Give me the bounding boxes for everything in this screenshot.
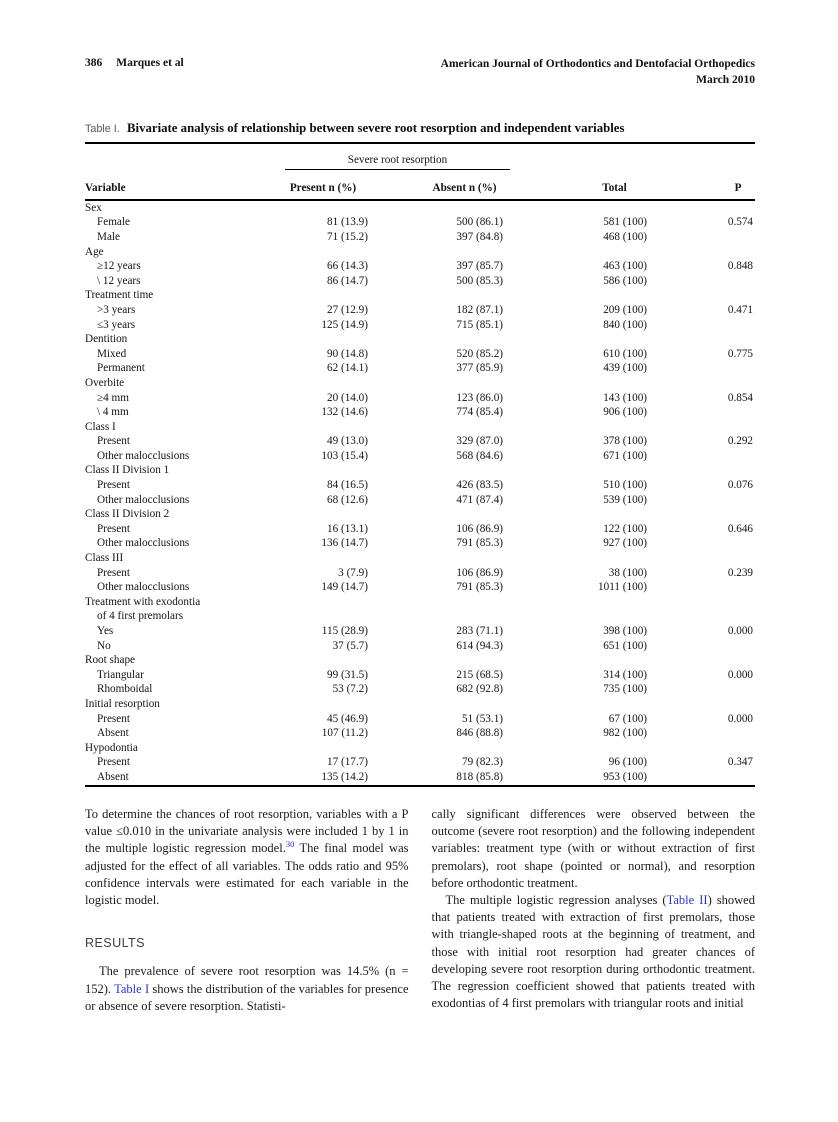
journal-name: American Journal of Orthodontics and Dentofacial Orthopedics xyxy=(440,58,755,70)
table-group-row xyxy=(85,507,755,522)
cell-p xyxy=(655,580,755,595)
paragraph: The multiple logistic regression analyses (Table II) showed that patients treated with extraction of first premolars, those with triangle-shaped roots at the beginning of treatment, and those with initial root resorption had greater chances of developing severe root resorption during orthodontic treatment. The regression coefficient showed that patients treated with exodontias of 4 first premolars with triangular roots and initial xyxy=(431,893,755,1011)
cell-p xyxy=(655,274,755,289)
group-label-continued: of 4 first premolars xyxy=(97,610,184,623)
cell-present: 45 (46.9) xyxy=(326,712,368,725)
cell-total: 378 (100) xyxy=(603,435,648,448)
cell-total: 953 (100) xyxy=(603,770,648,783)
table-row xyxy=(85,216,755,231)
cell-variable: Present xyxy=(97,756,130,769)
cell-variable: Absent xyxy=(97,727,129,740)
cell-present: 135 (14.2) xyxy=(321,770,368,783)
cell-present: 125 (14.9) xyxy=(321,318,368,331)
table-row xyxy=(85,347,755,362)
table-title: Bivariate analysis of relationship between severe root resorption and independent variables xyxy=(127,121,625,135)
cell-variable: Absent xyxy=(97,770,129,783)
table-crossref-link[interactable]: Table II xyxy=(666,893,708,908)
cell-total: 927 (100) xyxy=(603,537,648,550)
paragraph: The prevalence of severe root resorption was 14.5% (n = 152). Table I shows the distribution of the variables for presence or absence of severe resorption. Statisti- xyxy=(85,964,409,1013)
table-row xyxy=(85,435,755,450)
running-head xyxy=(85,57,755,88)
left-paragraphs-2 xyxy=(85,963,409,1015)
cell-p: 0.076 xyxy=(727,479,754,492)
cell-present: 37 (5.7) xyxy=(332,639,368,652)
cell-absent: 568 (84.6) xyxy=(456,449,504,462)
cell-absent: 182 (87.1) xyxy=(456,303,504,316)
page-number: 386 xyxy=(85,57,103,69)
cell-absent: 791 (85.3) xyxy=(456,537,504,550)
cell-absent: 215 (68.5) xyxy=(456,668,504,681)
col-header-variable: Variable xyxy=(85,170,285,201)
cell-present: 49 (13.0) xyxy=(326,435,368,448)
cell-variable: ≥12 years xyxy=(97,260,141,273)
table-row xyxy=(85,537,755,552)
left-paragraphs xyxy=(85,806,409,909)
table-row xyxy=(85,318,755,333)
cell-present: 17 (17.7) xyxy=(326,756,368,769)
cell-variable: Female xyxy=(97,216,130,229)
right-column xyxy=(432,806,756,1015)
table-row xyxy=(85,712,755,727)
table-group-row xyxy=(85,741,755,756)
cell-variable: ≤3 years xyxy=(97,318,136,331)
table-row xyxy=(85,362,755,377)
cell-total: 586 (100) xyxy=(603,274,648,287)
cell-absent: 791 (85.3) xyxy=(456,581,504,594)
cell-present: 103 (15.4) xyxy=(321,449,368,462)
span-header: Severe root resorption xyxy=(347,154,448,166)
group-label: Dentition xyxy=(85,333,128,346)
cell-p: 0.239 xyxy=(727,566,754,579)
cell-p xyxy=(655,405,755,420)
cell-present: 90 (14.8) xyxy=(326,347,368,360)
cell-p: 0.000 xyxy=(727,712,754,725)
table-label: Table I. xyxy=(85,123,120,135)
cell-variable: Other malocclusions xyxy=(97,493,190,506)
cell-p: 0.471 xyxy=(727,303,754,316)
group-label: Class II Division 2 xyxy=(85,508,170,521)
group-label: Sex xyxy=(85,201,102,214)
cell-total: 906 (100) xyxy=(603,406,648,419)
group-label: Hypodontia xyxy=(85,741,138,754)
span-header-row xyxy=(85,143,755,170)
left-column xyxy=(85,806,409,1015)
cell-p xyxy=(655,449,755,464)
group-label: Class I xyxy=(85,420,116,433)
group-label: Root shape xyxy=(85,654,136,667)
cell-absent: 682 (92.8) xyxy=(456,683,504,696)
cell-absent: 614 (94.3) xyxy=(456,639,504,652)
table-group-row xyxy=(85,245,755,260)
cell-total: 439 (100) xyxy=(603,362,648,375)
cell-total: 735 (100) xyxy=(603,683,648,696)
col-header-present: Present n (%) xyxy=(285,170,375,201)
table-group-row xyxy=(85,551,755,566)
cell-present: 107 (11.2) xyxy=(321,727,368,740)
table-row xyxy=(85,668,755,683)
running-head-right xyxy=(441,57,755,88)
cell-total: 209 (100) xyxy=(603,303,648,316)
cell-present: 3 (7.9) xyxy=(338,566,368,579)
cell-total: 314 (100) xyxy=(603,668,648,681)
cell-p xyxy=(655,639,755,654)
table-row xyxy=(85,259,755,274)
cell-absent: 471 (87.4) xyxy=(456,493,504,506)
paragraph: cally significant differences were observed between the outcome (severe root resorption) and the following independent variables: treatment type (with or without extraction of first premolars), root shape (pointed or normal), and resorption before orthodontic treatment. xyxy=(431,807,755,890)
cell-p xyxy=(655,362,755,377)
cell-p: 0.854 xyxy=(727,391,754,404)
table-group-row xyxy=(85,376,755,391)
cell-p: 0.848 xyxy=(727,260,754,273)
table-row xyxy=(85,303,755,318)
table-group-row xyxy=(85,332,755,347)
table-group-row xyxy=(85,200,755,216)
cell-total: 610 (100) xyxy=(603,347,648,360)
cell-present: 99 (31.5) xyxy=(326,668,368,681)
cell-absent: 846 (88.8) xyxy=(456,727,504,740)
cell-absent: 397 (84.8) xyxy=(456,230,504,243)
cell-present: 149 (14.7) xyxy=(321,581,368,594)
cell-p: 0.347 xyxy=(727,756,754,769)
cell-p xyxy=(655,537,755,552)
cell-present: 84 (16.5) xyxy=(326,479,368,492)
cell-absent: 715 (85.1) xyxy=(456,318,504,331)
cell-p xyxy=(655,318,755,333)
cell-total: 982 (100) xyxy=(603,727,648,740)
cell-absent: 500 (85.3) xyxy=(456,274,504,287)
cell-present: 66 (14.3) xyxy=(326,260,368,273)
cell-absent: 774 (85.4) xyxy=(456,406,504,419)
table-group-row xyxy=(85,653,755,668)
table-row xyxy=(85,449,755,464)
table-group-row xyxy=(85,595,755,610)
cell-p: 0.000 xyxy=(727,668,754,681)
cell-total: 671 (100) xyxy=(603,449,648,462)
reference-citation-link[interactable]: 30 xyxy=(285,839,295,850)
cell-p xyxy=(655,770,755,786)
paragraph: To determine the chances of root resorption, variables with a P value ≤0.010 in the univariate analysis were included 1 by 1 in the multiple logistic regression model.$^{30}$ The final model was adjusted for the effect of all variables. The odds ratio and 95% confidence intervals were estimated for each variable in the logistic model. xyxy=(85,807,409,908)
cell-present: 27 (12.9) xyxy=(326,303,368,316)
cell-variable: Other malocclusions xyxy=(97,449,190,462)
group-label: Age xyxy=(85,245,104,258)
cell-variable: Permanent xyxy=(97,362,145,375)
table-row xyxy=(85,639,755,654)
cell-variable: Male xyxy=(97,230,120,243)
cell-total: 539 (100) xyxy=(603,493,648,506)
cell-p xyxy=(655,493,755,508)
table-group-row xyxy=(85,289,755,304)
cell-total: 398 (100) xyxy=(603,625,648,638)
cell-variable: ≥4 mm xyxy=(97,391,129,404)
table-row xyxy=(85,566,755,581)
cell-variable: Rhomboidal xyxy=(97,683,153,696)
body-text xyxy=(85,806,755,1015)
cell-p: 0.574 xyxy=(727,216,754,229)
cell-total: 468 (100) xyxy=(603,230,648,243)
column-header-row xyxy=(85,170,755,201)
cell-variable: Present xyxy=(97,479,130,492)
cell-variable: Other malocclusions xyxy=(97,537,190,550)
cell-present: 115 (28.9) xyxy=(321,625,368,638)
table-crossref-link[interactable]: Table I xyxy=(114,981,150,996)
cell-variable: \ 12 years xyxy=(97,274,141,287)
cell-total: 581 (100) xyxy=(603,216,648,229)
table-row xyxy=(85,726,755,741)
cell-absent: 377 (85.9) xyxy=(456,362,504,375)
cell-absent: 500 (86.1) xyxy=(456,216,504,229)
cell-absent: 123 (86.0) xyxy=(456,391,504,404)
cell-absent: 106 (86.9) xyxy=(456,566,504,579)
table-group-row xyxy=(85,464,755,479)
group-label: Class II Division 1 xyxy=(85,464,170,477)
cell-absent: 426 (83.5) xyxy=(456,479,504,492)
cell-total: 463 (100) xyxy=(603,260,648,273)
cell-variable: Present xyxy=(97,566,130,579)
group-label: Overbite xyxy=(85,376,125,389)
table-group-row xyxy=(85,697,755,712)
bivariate-table xyxy=(85,142,755,787)
col-header-total: Total xyxy=(510,170,655,201)
cell-variable: Yes xyxy=(97,625,114,638)
cell-present: 53 (7.2) xyxy=(332,683,368,696)
cell-present: 136 (14.7) xyxy=(321,537,368,550)
issue-date: March 2010 xyxy=(696,73,755,86)
cell-p xyxy=(655,683,755,698)
table-row xyxy=(85,624,755,639)
cell-variable: >3 years xyxy=(97,303,136,316)
cell-variable: \ 4 mm xyxy=(97,406,129,419)
cell-variable: Triangular xyxy=(97,668,144,681)
table-row xyxy=(85,683,755,698)
group-label: Initial resorption xyxy=(85,697,160,710)
table-caption xyxy=(85,121,755,136)
cell-total: 510 (100) xyxy=(603,479,648,492)
group-label: Treatment with exodontia xyxy=(85,595,201,608)
running-authors: Marques et al xyxy=(116,57,184,69)
table-row xyxy=(85,756,755,771)
cell-absent: 397 (85.7) xyxy=(456,260,504,273)
cell-absent: 79 (82.3) xyxy=(462,756,504,769)
table-group-row xyxy=(85,420,755,435)
cell-absent: 283 (71.1) xyxy=(456,625,504,638)
table-row xyxy=(85,770,755,786)
cell-present: 68 (12.6) xyxy=(326,493,368,506)
cell-present: 16 (13.1) xyxy=(326,522,368,535)
cell-variable: Present xyxy=(97,522,130,535)
cell-total: 1011 (100) xyxy=(598,581,648,594)
table-row xyxy=(85,478,755,493)
cell-p xyxy=(655,726,755,741)
cell-p: 0.292 xyxy=(727,435,754,448)
cell-absent: 329 (87.0) xyxy=(456,435,504,448)
running-head-left xyxy=(85,57,184,88)
cell-total: 143 (100) xyxy=(603,391,648,404)
cell-variable: No xyxy=(97,639,111,652)
cell-p: 0.775 xyxy=(727,347,754,360)
cell-p: 0.646 xyxy=(727,522,754,535)
cell-total: 651 (100) xyxy=(603,639,648,652)
table-1 xyxy=(85,121,755,787)
cell-absent: 818 (85.8) xyxy=(456,770,504,783)
col-header-absent: Absent n (%) xyxy=(375,170,510,201)
cell-variable: Present xyxy=(97,712,130,725)
cell-present: 86 (14.7) xyxy=(326,274,368,287)
cell-total: 38 (100) xyxy=(608,566,648,579)
span-header-cell xyxy=(285,143,510,170)
cell-absent: 106 (86.9) xyxy=(456,522,504,535)
cell-p: 0.000 xyxy=(727,625,754,638)
cell-total: 840 (100) xyxy=(603,318,648,331)
cell-variable: Mixed xyxy=(97,347,127,360)
table-body xyxy=(85,200,755,786)
table-row xyxy=(85,522,755,537)
group-label: Class III xyxy=(85,552,124,565)
cell-total: 122 (100) xyxy=(603,522,648,535)
group-label: Treatment time xyxy=(85,289,154,302)
cell-total: 96 (100) xyxy=(608,756,648,769)
cell-absent: 520 (85.2) xyxy=(456,347,504,360)
table-row xyxy=(85,493,755,508)
cell-variable: Present xyxy=(97,435,130,448)
cell-present: 62 (14.1) xyxy=(326,362,368,375)
cell-present: 71 (15.2) xyxy=(326,230,368,243)
results-heading: RESULTS xyxy=(85,936,145,951)
cell-absent: 51 (53.1) xyxy=(462,712,504,725)
table-row xyxy=(85,274,755,289)
table-row xyxy=(85,405,755,420)
table-row xyxy=(85,391,755,406)
table-group-row-continued xyxy=(85,610,755,625)
cell-present: 20 (14.0) xyxy=(326,391,368,404)
cell-present: 132 (14.6) xyxy=(321,406,368,419)
right-paragraphs xyxy=(432,806,756,1012)
cell-total: 67 (100) xyxy=(608,712,648,725)
cell-present: 81 (13.9) xyxy=(326,216,368,229)
cell-variable: Other malocclusions xyxy=(97,581,190,594)
table-row xyxy=(85,580,755,595)
col-header-p: P xyxy=(655,170,755,201)
table-row xyxy=(85,230,755,245)
cell-p xyxy=(655,230,755,245)
